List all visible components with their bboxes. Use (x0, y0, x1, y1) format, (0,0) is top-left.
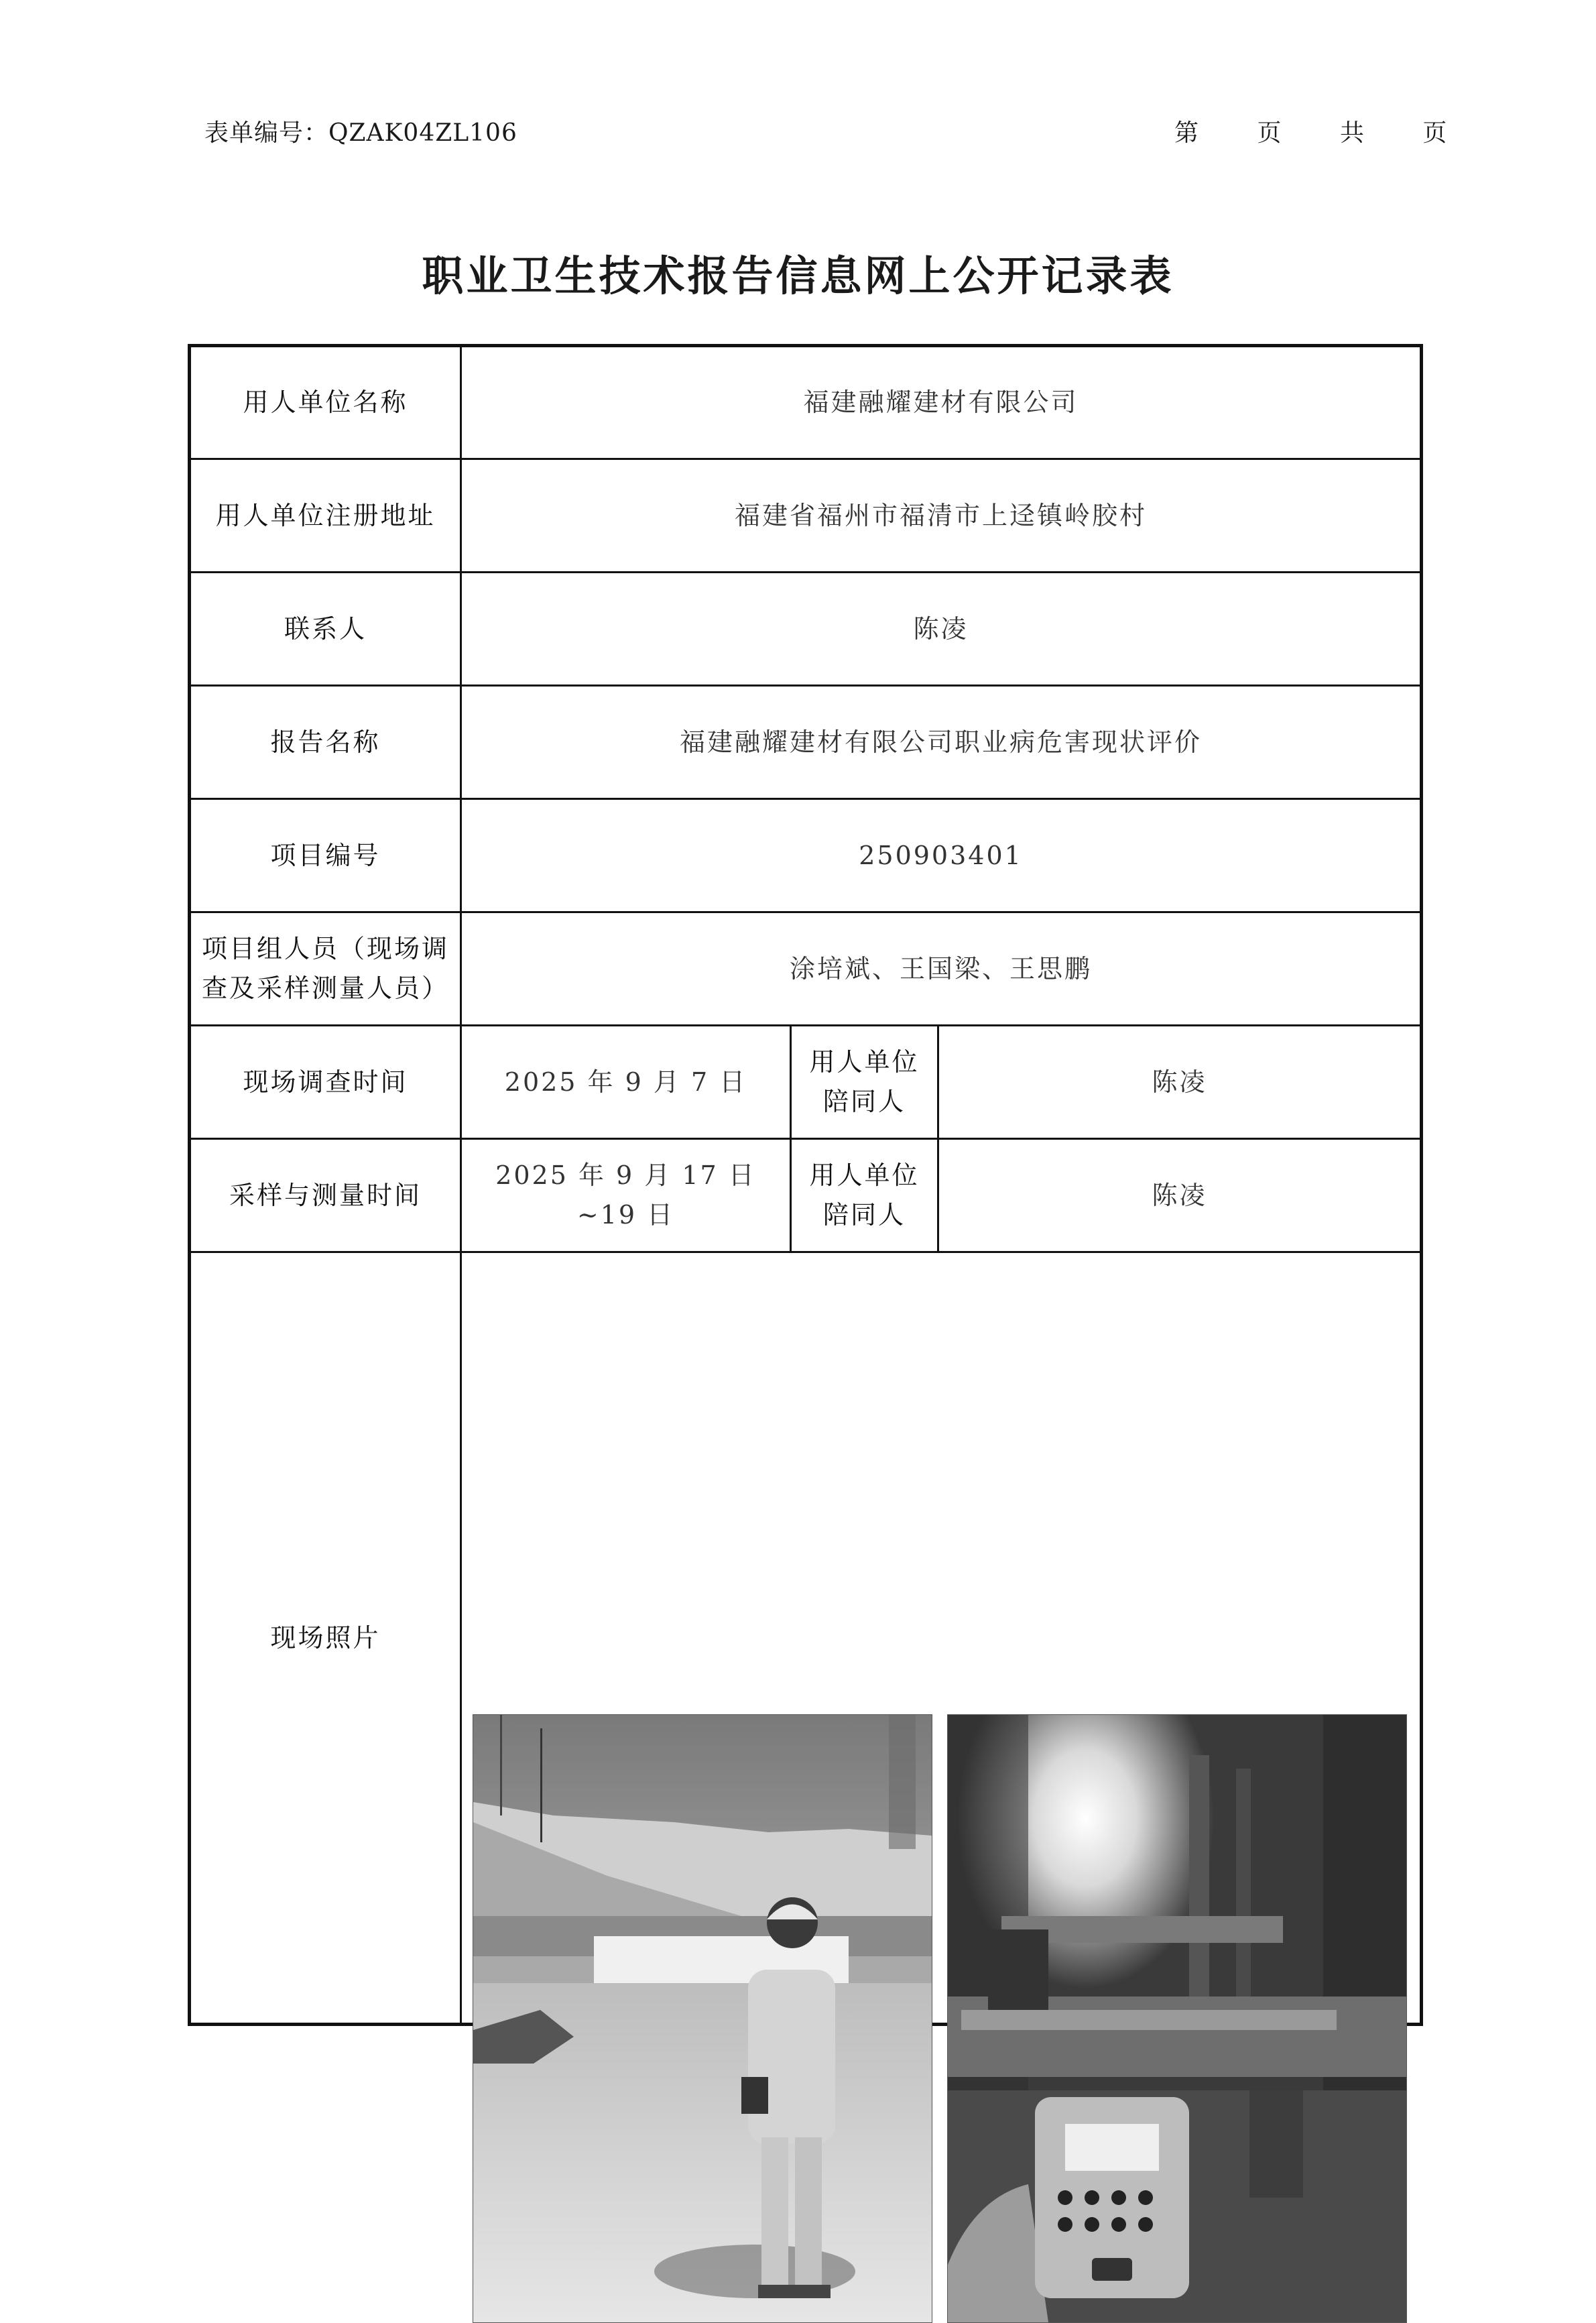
project-team-label-line1: 项目组人员（现场调 (201, 934, 449, 964)
site-survey-companion-label-line2: 陪同人 (822, 1087, 906, 1116)
page-di: 第 (1174, 119, 1199, 147)
construction-site-image (473, 1715, 932, 2322)
page-gong: 共 (1339, 119, 1364, 147)
employer-address-value: 福建省福州市福清市上迳镇岭胶村 (461, 459, 1422, 573)
factory-measurement-image (948, 1715, 1406, 2322)
site-survey-label: 现场调查时间 (190, 1026, 461, 1139)
project-team-label (190, 912, 461, 1026)
row-project-team (190, 912, 1422, 1026)
sampling-companion-label (791, 1139, 938, 1252)
row-report-name (190, 686, 1422, 799)
form-number: 表单编号：QZAK04ZL106 (204, 119, 517, 147)
row-photos (190, 1252, 1422, 2025)
page-ye-total: 页 (1422, 119, 1447, 147)
employer-name-value: 福建融耀建材有限公司 (461, 346, 1422, 459)
sampling-label: 采样与测量时间 (190, 1139, 461, 1252)
site-survey-companion-value: 陈凌 (938, 1026, 1422, 1139)
contact-label: 联系人 (190, 573, 461, 686)
row-employer-name (190, 346, 1422, 459)
row-project-number (190, 799, 1422, 912)
sampling-companion-label-line2: 陪同人 (822, 1200, 906, 1230)
page-ye: 页 (1257, 119, 1282, 147)
sampling-companion-label-line1: 用人单位 (809, 1160, 920, 1191)
site-survey-companion-label-line1: 用人单位 (809, 1047, 920, 1077)
photos-label: 现场照片 (190, 1252, 461, 2025)
sampling-companion-value: 陈凌 (938, 1139, 1422, 1252)
employer-name-label: 用人单位名称 (190, 346, 461, 459)
sampling-value: 2025 年 9 月 17 日~19 日 (461, 1139, 791, 1252)
site-photo-construction (473, 1714, 932, 2323)
project-team-label-line2: 查及采样测量人员） (201, 973, 449, 1003)
record-table (188, 344, 1423, 2026)
row-employer-address (190, 459, 1422, 573)
site-photo-factory (947, 1714, 1407, 2323)
site-survey-value: 2025 年 9 月 7 日 (461, 1026, 791, 1139)
row-contact (190, 573, 1422, 686)
project-number-label: 项目编号 (190, 799, 461, 912)
row-site-survey (190, 1026, 1422, 1139)
report-name-label: 报告名称 (190, 686, 461, 799)
page-title: 职业卫生技术报告信息网上公开记录表 (422, 251, 1174, 300)
photos-cell (461, 1252, 1422, 2025)
project-number-value: 250903401 (461, 799, 1422, 912)
report-name-value: 福建融耀建材有限公司职业病危害现状评价 (461, 686, 1422, 799)
page-indicator (1174, 114, 1477, 148)
site-survey-companion-label (791, 1026, 938, 1139)
employer-address-label: 用人单位注册地址 (190, 459, 461, 573)
project-team-value: 涂培斌、王国梁、王思鹏 (461, 912, 1422, 1026)
contact-value: 陈凌 (461, 573, 1422, 686)
row-sampling (190, 1139, 1422, 1252)
